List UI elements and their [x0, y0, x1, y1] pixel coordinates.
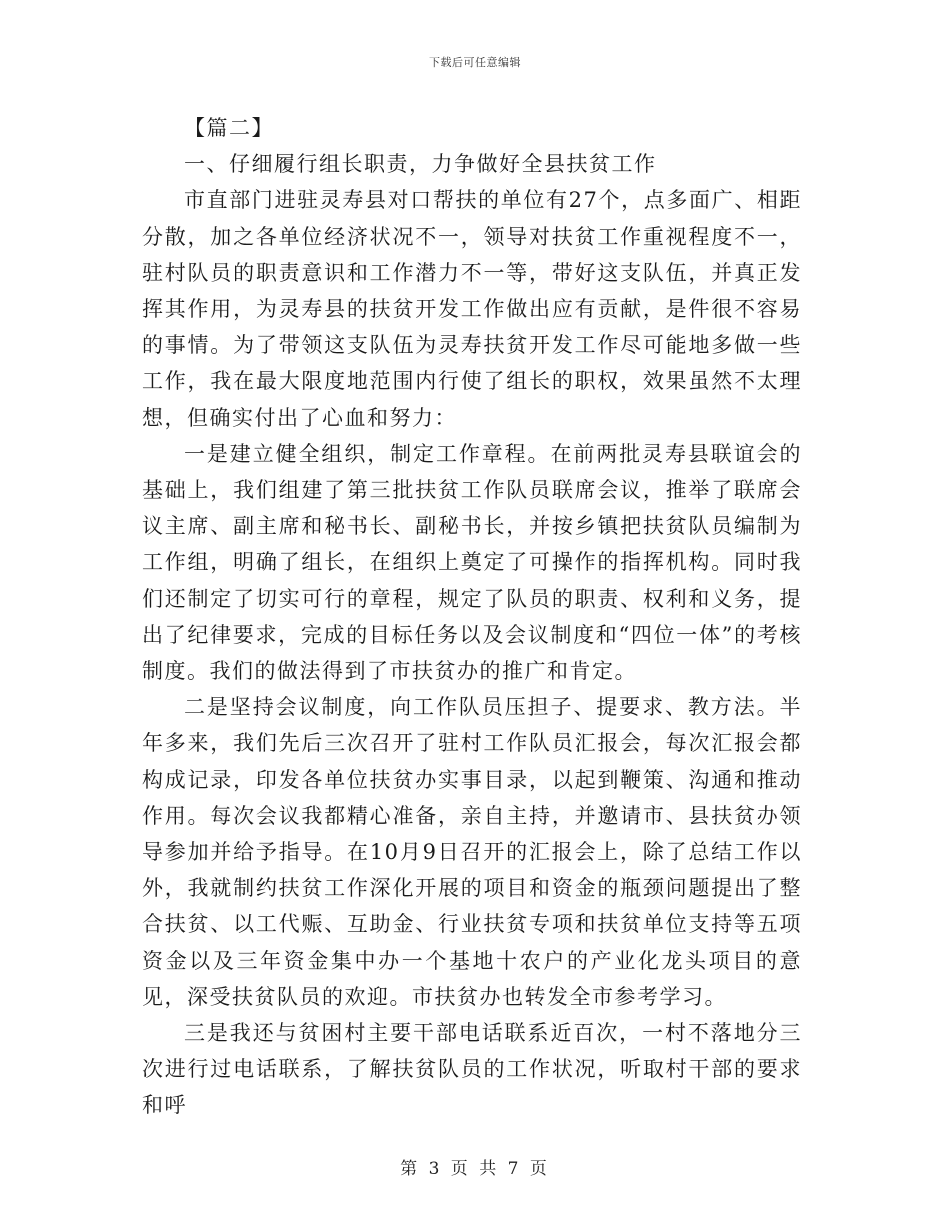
- section-title: 【篇二】: [184, 116, 274, 140]
- page-header: 下载后可任意编辑: [429, 56, 521, 69]
- paragraph: 二是坚持会议制度，向工作队员压担子、提要求、教方法。半年多来，我们先后三次召开了驻村工作队员汇报会，每次汇报会都构成记录，印发各单位扶贫办实事目录，以起到鞭策、沟通和推动作用。每次会议我都精心准备，亲自主持，并邀请市、县扶贫办领导参加并给予指导。在10月9日召开的汇报会上，除了总结工作以外，我就制约扶贫工作深化开展的项目和资金的瓶颈问题提出了整合扶贫、以工代赈、互助金、行业扶贫专项和扶贫单位支持等五项资金以及三年资金集中办一个基地十农户的产业化龙头项目的意见，深受扶贫队员的欢迎。市扶贫办也转发全市参考学习。: [142, 695, 802, 1009]
- paragraph: 市直部门进驻灵寿县对口帮扶的单位有27个，点多面广、相距分散，加之各单位经济状况不一，领导对扶贫工作重视程度不一，驻村队员的职责意识和工作潜力不一等，带好这支队伍，并真正发挥其作用，为灵寿县的扶贫开发工作做出应有贡献，是件很不容易的事情。为了带领这支队伍为灵寿扶贫开发工作尽可能地多做一些工作，我在最大限度地范围内行使了组长的职权，效果虽然不太理想，但确实付出了心血和努力：: [142, 188, 802, 430]
- paragraph: 一是建立健全组织，制定工作章程。在前两批灵寿县联谊会的基础上，我们组建了第三批扶贫工作队员联席会议，推举了联席会议主席、副主席和秘书长、副秘书长，并按乡镇把扶贫队员编制为工作组，明确了组长，在组织上奠定了可操作的指挥机构。同时我们还制定了切实可行的章程，规定了队员的职责、权利和义务，提出了纪律要求，完成的目标任务以及会议制度和“四位一体”的考核制度。我们的做法得到了市扶贫办的推广和肯定。: [142, 441, 802, 684]
- page-footer: 第 3 页 共 7 页: [400, 1159, 550, 1179]
- section-heading: 一、仔细履行组长职责，力争做好全县扶贫工作: [184, 152, 657, 177]
- document-body: [142, 110, 802, 1124]
- paragraph: 三是我还与贫困村主要干部电话联系近百次，一村不落地分三次进行过电话联系，了解扶贫队员的工作状况，听取村干部的要求和呼: [142, 1021, 802, 1118]
